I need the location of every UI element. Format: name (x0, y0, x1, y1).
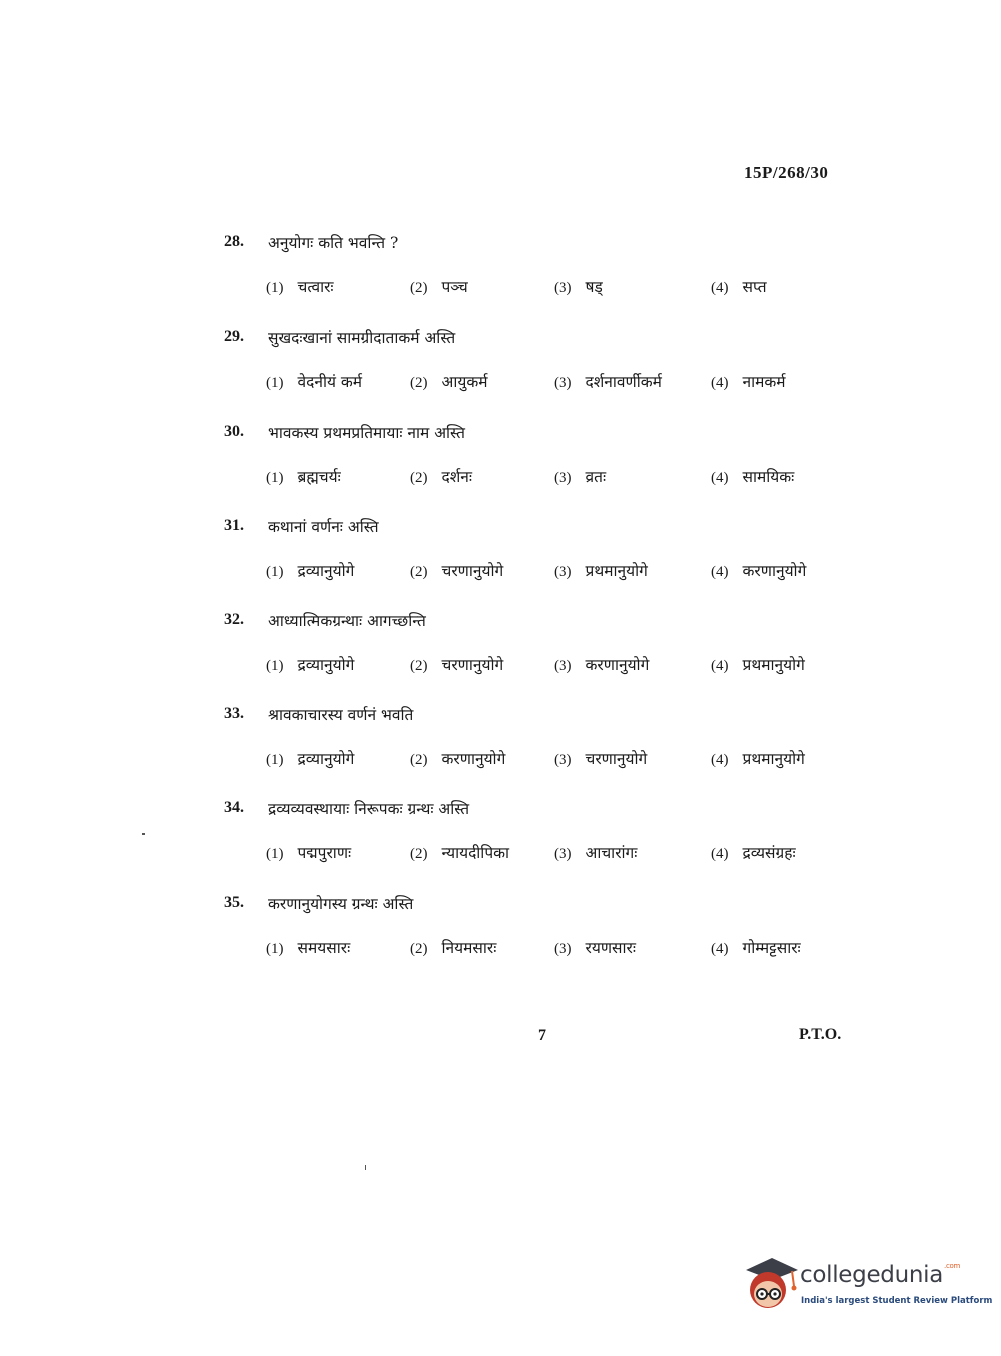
option-4: (4) प्रथमानुयोगे (711, 656, 805, 674)
option-2: (2) चरणानुयोगे (410, 656, 504, 674)
options-row (224, 653, 884, 677)
brand-tagline: India's largest Student Review Platform (801, 1296, 993, 1306)
option-1: (1) ब्रह्मचर्यः (266, 468, 341, 486)
option-2: (2) पञ्च (410, 278, 468, 296)
option-4: (4) नामकर्म (711, 373, 786, 391)
options-row (224, 936, 884, 960)
options-row (224, 747, 884, 771)
question-number: 28. (224, 233, 244, 250)
option-2: (2) न्यायदीपिका (410, 844, 510, 862)
option-3: (3) करणानुयोगे (554, 656, 650, 674)
page-number: 7 (538, 1027, 546, 1044)
option-2: (2) दर्शनः (410, 468, 473, 486)
question-34 (224, 797, 884, 865)
question-number: 31. (224, 517, 244, 534)
option-3: (3) प्रथमानुयोगे (554, 562, 648, 580)
question-29 (224, 326, 884, 394)
question-text: कथानां वर्णनः अस्ति (268, 518, 379, 536)
options-row (224, 370, 884, 394)
option-2: (2) नियमसारः (410, 939, 497, 957)
question-number: 30. (224, 423, 244, 440)
question-text: भावकस्य प्रथमप्रतिमायाः नाम अस्ति (268, 424, 465, 442)
option-3: (3) दर्शनावर्णीकर्म (554, 373, 662, 391)
mascot-icon (742, 1252, 800, 1312)
question-text: करणानुयोगस्य ग्रन्थः अस्ति (268, 895, 414, 913)
option-1: (1) द्रव्यानुयोगे (266, 656, 355, 674)
option-1: (1) चत्वारः (266, 278, 334, 296)
option-3: (3) चरणानुयोगे (554, 750, 648, 768)
option-1: (1) वेदनीयं कर्म (266, 373, 363, 391)
question-32 (224, 609, 884, 677)
question-text: अनुयोगः कति भवन्ति ? (268, 234, 399, 252)
options-row (224, 841, 884, 865)
scan-speck (142, 833, 145, 835)
option-4: (4) करणानुयोगे (711, 562, 807, 580)
option-3: (3) रयणसारः (554, 939, 636, 957)
option-4: (4) सप्त (711, 278, 767, 296)
option-1: (1) द्रव्यानुयोगे (266, 562, 355, 580)
option-4: (4) प्रथमानुयोगे (711, 750, 805, 768)
question-number: 33. (224, 705, 244, 722)
option-3: (3) आचारांगः (554, 844, 638, 862)
question-text: श्रावकाचारस्य वर्णनं भवति (268, 706, 414, 724)
question-number: 35. (224, 894, 244, 911)
question-28 (224, 231, 884, 299)
option-2: (2) करणानुयोगे (410, 750, 506, 768)
option-3: (3) षड् (554, 278, 603, 296)
options-row (224, 275, 884, 299)
option-2: (2) आयुकर्म (410, 373, 488, 391)
pto-label: P.T.O. (799, 1026, 842, 1043)
option-4: (4) द्रव्यसंग्रहः (711, 844, 796, 862)
question-30 (224, 421, 884, 489)
question-33 (224, 703, 884, 771)
option-2: (2) चरणानुयोगे (410, 562, 504, 580)
option-1: (1) समयसारः (266, 939, 351, 957)
scan-speck (365, 1165, 366, 1170)
option-4: (4) गोम्मट्टसारः (711, 939, 801, 957)
collegedunia-logo (742, 1252, 993, 1314)
question-number: 34. (224, 799, 244, 816)
option-1: (1) पद्मपुराणः (266, 844, 352, 862)
question-number: 32. (224, 611, 244, 628)
question-35 (224, 892, 884, 960)
question-text: आध्यात्मिकग्रन्थाः आगच्छन्ति (268, 612, 426, 630)
question-text: सुखदःखानां सामग्रीदाताकर्म अस्ति (268, 329, 456, 347)
options-row (224, 559, 884, 583)
question-31 (224, 515, 884, 583)
option-4: (4) सामयिकः (711, 468, 795, 486)
option-3: (3) व्रतः (554, 468, 607, 486)
option-1: (1) द्रव्यानुयोगे (266, 750, 355, 768)
question-text: द्रव्यव्यवस्थायाः निरूपकः ग्रन्थः अस्ति (268, 800, 470, 818)
options-row (224, 465, 884, 489)
paper-code: 15P/268/30 (744, 163, 829, 182)
question-number: 29. (224, 328, 244, 345)
brand-name: collegedunia$^{.com}$ (800, 1262, 961, 1288)
